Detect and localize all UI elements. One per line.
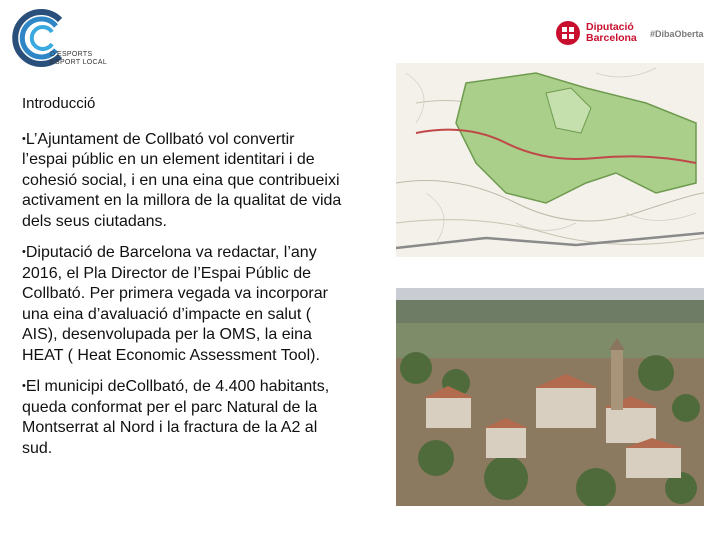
- municipal-map-image: [396, 63, 704, 257]
- bullet-icon: •: [22, 132, 26, 145]
- diputacio-wordmark: Diputació Barcelona: [586, 21, 637, 44]
- paragraph-municipi: •El municipi deCollbató, de 4.400 habitants, queda conformat per el parc Natural de la Montserrat al Nord i la fractura de la A2 al sud.: [22, 378, 330, 457]
- intro-text-block: [22, 94, 342, 469]
- paragraph-diputacio: •Diputació de Barcelona va redactar, l’any 2016, el Pla Director de l’Espai Públic de Collbató. Per primera vegada va incorporar una eina d’avaluació d’impacte en salut ( AIS), desenvolupada per la OMS, la eina HEAT ( Heat Economic Assessment Tool).: [22, 244, 328, 364]
- bullet-icon: •: [22, 246, 26, 258]
- section-heading: Introducció: [22, 95, 96, 112]
- bullet-icon: •: [22, 380, 26, 392]
- diba-oberta-tag: #DibaOberta: [650, 29, 704, 39]
- diputacio-barcelona-logo: [556, 20, 706, 50]
- esport-local-wordmark: D'ESPORTS ESPORT LOCAL: [50, 51, 108, 66]
- paragraph-ajuntament: •L’Ajuntament de Collbató vol convertir l’espai públic en un element identitari i de cohesió social, i en una eina que contribueixi activament en la millora de la qualitat de vida dels seus ciutadans.: [22, 130, 342, 230]
- collbato-aerial-photo: [396, 288, 704, 506]
- diputacio-emblem-icon: [556, 20, 580, 46]
- esport-local-logo: [12, 8, 122, 70]
